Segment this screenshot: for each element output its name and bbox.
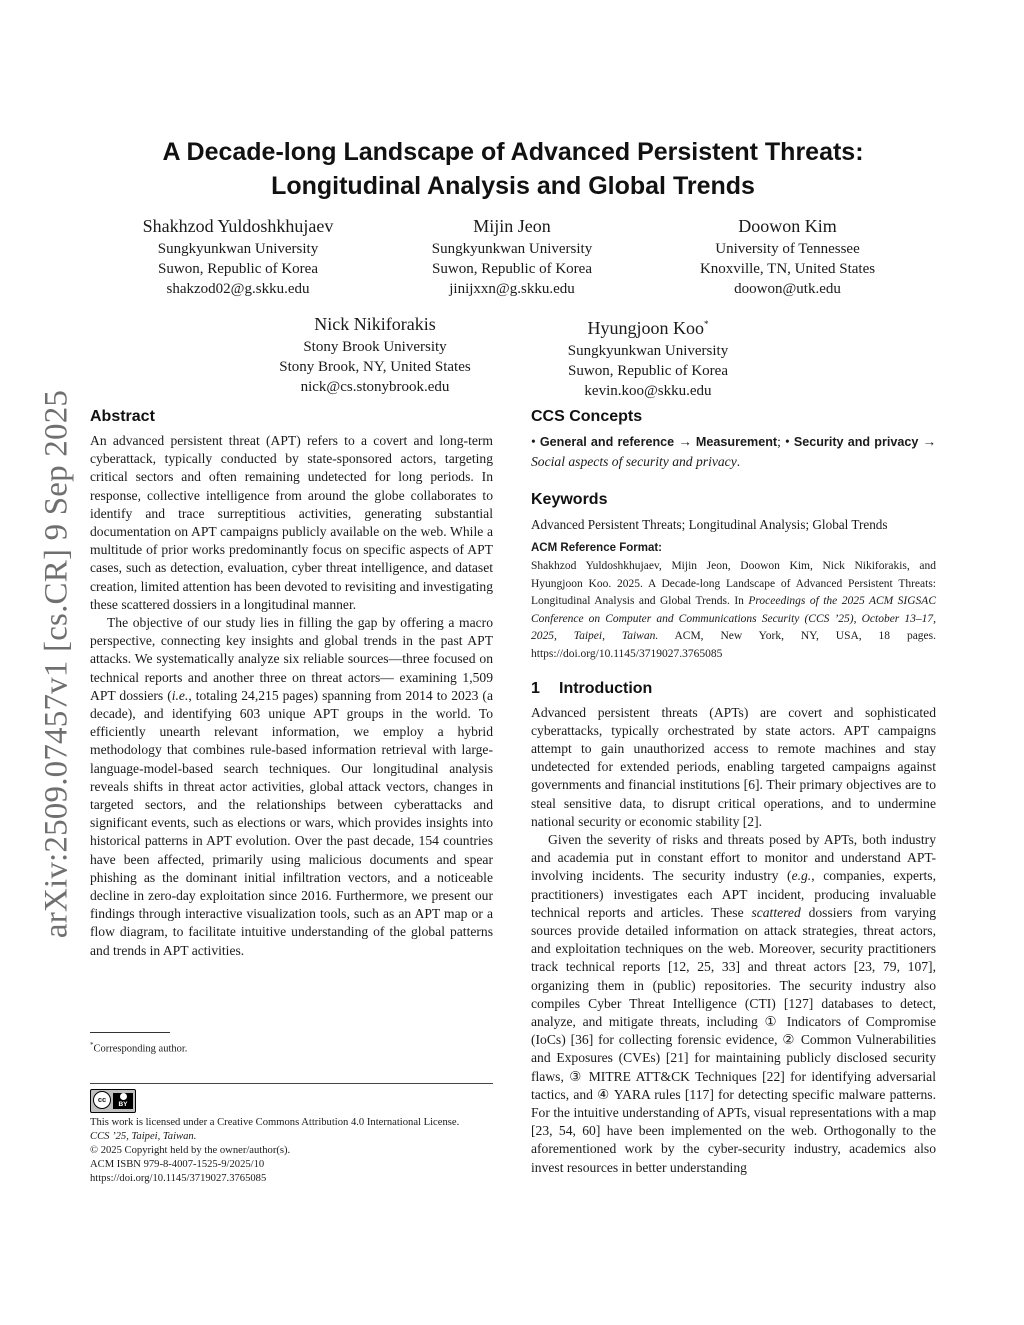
intro-text: , companies, experts, practitioners) investigates each APT incident, producing invaluable technical reports and articles. These bbox=[531, 868, 936, 920]
section-title: Introduction bbox=[559, 679, 653, 697]
acm-reference-text bbox=[531, 558, 936, 664]
author-location: Suwon, Republic of Korea bbox=[568, 363, 728, 379]
reference-venue: Proceedings of the 2025 ACM SIGSAC Conference on Computer and Communications Security (CCS ’25), October 13–17, 2025, Taipei, Taiwan. bbox=[531, 595, 936, 643]
attribution-icon bbox=[113, 1093, 133, 1109]
intro-paragraph-2 bbox=[531, 831, 936, 1177]
intro-scattered: scattered bbox=[751, 904, 801, 920]
author-block-4 bbox=[255, 314, 495, 397]
author-email[interactable]: jinijxxn@g.skku.edu bbox=[449, 281, 575, 297]
author-email[interactable]: kevin.koo@skku.edu bbox=[584, 383, 712, 399]
keywords-text: Advanced Persistent Threats; Longitudinal Analysis; Global Trends bbox=[531, 517, 888, 532]
reference-text: ACM, New York, NY, USA, 18 pages. https://doi.org/10.1145/3719027.3765085 bbox=[531, 630, 937, 660]
author-affiliation: University of Tennessee bbox=[715, 241, 860, 257]
intro-text: dossiers from varying sources provide detailed information on attack strategies, threat actors, and exploitation techniques on the web. Moreover, security practitioners track technical reports [12, 25, 33] and threat actors [23, 79, 107], organizing them in (public) repositories. The security industry also compiles Cyber Threat Intelligence (CTI) [127] databases to detect, analyze, and mitigate threats, including ① Indicators of Compromise (IoCs) [36] for collecting forensic evidence, ② Common Vulnerabilities and Exposures (CVEs) [21] for maintaining publicly disclosed security flaws, ③ MITRE ATT&CK Techniques [22] for identifying adversarial tactics, and ④ YARA rules [117] for detecting specific malware patterns. For the intuitive understanding of APTs, visual representations with a map [23, 54, 60] have been implemented on the web. Orthogonally to the aforementioned work by the cyber-security industry, academics also invest resources in better understanding bbox=[531, 904, 936, 1175]
author-name: Shakhzod Yuldoshkhujaev bbox=[142, 216, 334, 236]
abstract-heading: Abstract bbox=[90, 408, 155, 425]
conference-venue: CCS ’25, Taipei, Taiwan. bbox=[90, 1131, 197, 1142]
author-name: Nick Nikiforakis bbox=[314, 314, 436, 334]
creative-commons-icon: cc bbox=[93, 1091, 111, 1109]
author-name: Mijin Jeon bbox=[473, 216, 551, 236]
author-email[interactable]: shakzod02@g.skku.edu bbox=[166, 281, 310, 297]
left-column bbox=[90, 406, 493, 960]
doi-link[interactable]: https://doi.org/10.1145/3719027.3765085 bbox=[90, 1173, 267, 1184]
abstract-ie: i.e. bbox=[171, 687, 189, 703]
author-block-3 bbox=[665, 216, 910, 299]
author-email[interactable]: doowon@utk.edu bbox=[734, 281, 841, 297]
abstract-text: The objective of our study lies in filling the gap by offering a macro perspective, connecting key insights and global trends in the past APT attacks. We systematically analyze six reliable sources—three focused on technical reports and another three on threat actors— examining 1,509 APT dossiers ( bbox=[90, 615, 493, 703]
author-name: Doowon Kim bbox=[738, 216, 837, 236]
author-affiliation: Sungkyunkwan University bbox=[567, 343, 729, 359]
footnote-text: Corresponding author. bbox=[93, 1043, 188, 1055]
license-block bbox=[90, 1116, 500, 1186]
footnote-mark: * bbox=[90, 1041, 94, 1049]
author-location: Knoxville, TN, United States bbox=[699, 261, 876, 277]
arrow: → bbox=[678, 434, 692, 449]
author-block-2 bbox=[392, 216, 632, 299]
title-line-1: A Decade-long Landscape of Advanced Persistent Threats: bbox=[162, 138, 864, 166]
reference-text: Shakhzod Yuldoshkhujaev, Mijin Jeon, Doowon Kim, Nick Nikiforakis, and Hyungjoon Koo. 2025. A Decade-long Landscape of Advanced Persistent Threats: Longitudinal Analysis and Global Trends. In bbox=[531, 560, 936, 608]
section-number: 1 bbox=[531, 679, 540, 697]
author-affiliation: Sungkyunkwan University bbox=[431, 241, 593, 257]
license-divider bbox=[90, 1083, 493, 1084]
acm-reference-heading: ACM Reference Format: bbox=[531, 542, 662, 554]
ccs-concept: Measurement bbox=[695, 435, 778, 449]
corresponding-mark: * bbox=[704, 319, 709, 329]
isbn-line: ACM ISBN 979-8-4007-1525-9/2025/10 bbox=[90, 1159, 265, 1170]
intro-paragraph-1: Advanced persistent threats (APTs) are covert and sophisticated cyberattacks, typically orchestrated by state actors. APT campaigns attempt to gain unauthorized access to remote machines and stay undetected for extended periods, enabling targeted campaigns against governments and financial institutions [6]. Their primary objectives are to steal sensitive data, to disrupt critical operations, and to undermine national security or economic stability [2]. bbox=[531, 704, 936, 829]
author-affiliation: Sungkyunkwan University bbox=[157, 241, 319, 257]
ccs-concepts-heading: CCS Concepts bbox=[531, 408, 643, 425]
ccs-concept: General and reference bbox=[539, 435, 675, 449]
copyright-line: © 2025 Copyright held by the owner/author(s). bbox=[90, 1145, 291, 1156]
author-name-text: Hyungjoon Koo bbox=[587, 318, 704, 338]
intro-eg: e.g. bbox=[791, 868, 812, 884]
ccs-concept: Security and privacy bbox=[793, 435, 919, 449]
bullet: • bbox=[784, 434, 790, 449]
keywords-heading: Keywords bbox=[531, 491, 608, 508]
abstract-paragraph-1: An advanced persistent threat (APT) refers to a covert and long-term cyberattack, typically conducted by state-sponsored actors, targeting critical sectors and often remaining undetected for long periods. In response, collective intelligence from around the globe collaborates to identify and trace surreptitious activities, generating substantial documentation on APT campaigns publicly available on the web. While a multitude of prior works predominantly focus on specific aspects of APT cases, such as detection, evaluation, cyber threat intelligence, and dataset creation, limited attention has been devoted to revisiting and investigating these scattered dossiers in a longitudinal manner. bbox=[90, 433, 493, 612]
abstract-paragraph-2 bbox=[90, 614, 493, 960]
separator: ; bbox=[777, 434, 781, 449]
abstract-text: , totaling 24,215 pages) spanning from 2014 to 2023 (a decade), and identifying 603 unique APT groups in the world. To efficiently unearth relevant information, we employ a hybrid methodology that combines rule-based information retrieval with large-language-model-based search techniques. Our longitudinal analysis reveals shifts in threat actor activities, global attack vectors, changes in targeted sectors, and the relationships between cyberattacks and significant events, such as elections or wars, which provides insights into historical patterns in APT evolution. Over the past decade, 154 countries have been affected, primarily using malicious documents and spear phishing as the dominant initial infiltration vectors, and a noticeable decline in zero-day exploitation since 2016. Furthermore, we present our findings through interactive visualization tools, such as an APT map or a flow diagram, to facilitate intuitive understanding of the global patterns and trends in APT activities. bbox=[90, 687, 493, 958]
author-name bbox=[528, 314, 768, 339]
ccs-concepts bbox=[531, 432, 936, 471]
author-location: Suwon, Republic of Korea bbox=[158, 261, 318, 277]
person-icon bbox=[120, 1093, 127, 1100]
introduction-heading bbox=[531, 678, 936, 700]
ccs-concept: Social aspects of security and privacy bbox=[531, 454, 737, 469]
intro-text: Given the severity of risks and threats posed by APTs, both industry and academia put in constant effort to monitor and understand APT-involving incidents. The security industry ( bbox=[531, 831, 936, 884]
license-statement: This work is licensed under a Creative Commons Attribution 4.0 International License. bbox=[90, 1117, 460, 1128]
author-location: Suwon, Republic of Korea bbox=[432, 261, 592, 277]
arxiv-identifier: arXiv:2509.07457v1 [cs.CR] 9 Sep 2025 bbox=[38, 389, 75, 939]
title-line-2: Longitudinal Analysis and Global Trends bbox=[271, 172, 755, 200]
by-label: BY bbox=[118, 1101, 128, 1108]
bullet: • bbox=[531, 434, 536, 449]
author-location: Stony Brook, NY, United States bbox=[279, 359, 471, 375]
right-column bbox=[531, 406, 936, 1177]
arrow: → bbox=[922, 434, 937, 449]
footnote bbox=[90, 1038, 187, 1057]
author-affiliation: Stony Brook University bbox=[303, 339, 447, 355]
author-block-5 bbox=[528, 314, 768, 401]
footnote-divider bbox=[90, 1032, 170, 1033]
author-block-1 bbox=[118, 216, 358, 299]
author-email[interactable]: nick@cs.stonybrook.edu bbox=[300, 379, 450, 395]
cc-by-license-badge[interactable] bbox=[90, 1089, 136, 1113]
period: . bbox=[736, 454, 741, 469]
paper-title bbox=[90, 135, 936, 203]
